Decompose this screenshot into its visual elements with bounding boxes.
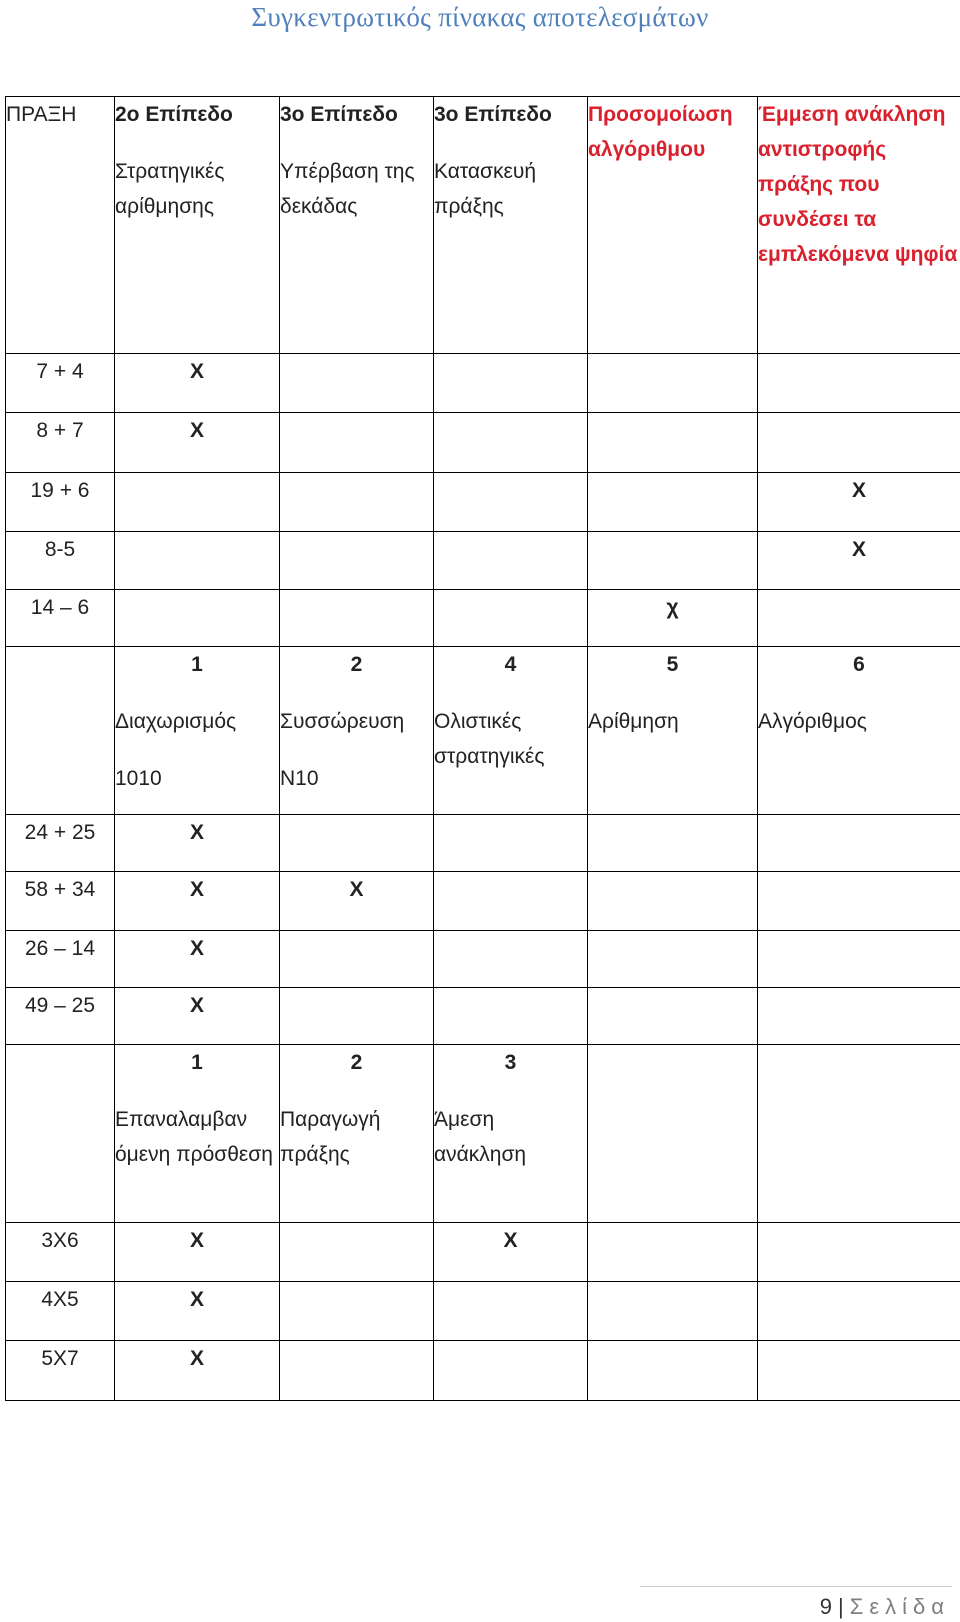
strategy-name: Συσσώρευση [280, 710, 405, 733]
table-header-row [6, 97, 960, 354]
mark-cell: X [115, 988, 280, 1045]
mark-cell: X [434, 1223, 588, 1282]
table-row [6, 590, 960, 647]
col2-level: 3ο Επίπεδο [280, 103, 398, 126]
mark-cell: X [115, 413, 280, 473]
header-col4: Προσομοίωση αλγόριθμου [588, 97, 758, 354]
strategy-cell [280, 1045, 434, 1223]
footer-separator: | [838, 1594, 844, 1619]
strategy-name: Ολιστικές στρατηγικές [434, 710, 545, 768]
col3-level: 3ο Επίπεδο [434, 103, 552, 126]
op-cell: 49 – 25 [6, 988, 115, 1045]
mark-cell: X [115, 354, 280, 413]
op-cell: 7 + 4 [6, 354, 115, 413]
strategy-cell [758, 647, 960, 815]
strategy-cell [280, 647, 434, 815]
mark-cell: X [115, 872, 280, 931]
strategy-number: 5 [666, 653, 679, 676]
mark-cell: X [758, 473, 960, 532]
op-cell: 8 + 7 [6, 413, 115, 473]
op-cell: 5X7 [6, 1341, 115, 1401]
table-row [6, 872, 960, 931]
mark-cell: X [115, 815, 280, 872]
table-row [6, 1341, 960, 1401]
strategy-name: Άμεση ανάκληση [434, 1108, 527, 1166]
table-row [6, 1223, 960, 1282]
table-row [6, 988, 960, 1045]
header-col3 [434, 97, 588, 354]
op-cell: 14 – 6 [6, 590, 115, 647]
strategy-name: Αρίθμηση [588, 710, 679, 733]
table-row [6, 473, 960, 532]
op-cell: 26 – 14 [6, 931, 115, 988]
section-header-row [6, 647, 960, 815]
table-row [6, 1282, 960, 1341]
page-footer [0, 1586, 950, 1622]
col2-name: Υπέρβαση της δεκάδας [280, 160, 415, 218]
header-col5: Έμμεση ανάκληση αντιστροφής πράξης που συνδέσει τα εμπλεκόμενα ψηφία [758, 97, 960, 354]
strategy-number: 6 [853, 653, 865, 676]
strategy-cell [434, 1045, 588, 1223]
page-title: Συγκεντρωτικός πίνακας αποτελεσμάτων [251, 2, 709, 32]
col1-name: Στρατηγικές αρίθμησης [115, 160, 225, 218]
table-row [6, 354, 960, 413]
strategy-cell [588, 647, 758, 815]
op-cell: 19 + 6 [6, 473, 115, 532]
strategy-number: 3 [504, 1051, 517, 1074]
strategy-cell [115, 647, 280, 815]
table-row [6, 815, 960, 872]
header-col2 [280, 97, 434, 354]
col1-level: 2ο Επίπεδο [115, 103, 233, 126]
strategy-cell [434, 647, 588, 815]
mark-cell: X [758, 532, 960, 590]
table-row [6, 413, 960, 473]
header-praxi: ΠΡΑΞΗ [6, 97, 115, 354]
mark-cell: X [115, 931, 280, 988]
section-header-row [6, 1045, 960, 1223]
mark-cell: X [115, 1223, 280, 1282]
strategy-name: Επαναλαμβαν όμενη πρόσθεση [115, 1108, 273, 1166]
op-cell: 4X5 [6, 1282, 115, 1341]
strategy-number: 2 [350, 653, 363, 676]
strategy-name: Αλγόριθμος [758, 710, 867, 733]
col3-name: Κατασκευή πράξης [434, 160, 537, 218]
op-cell: 24 + 25 [6, 815, 115, 872]
strategy-name: Παραγωγή πράξης [280, 1108, 381, 1166]
op-cell: 58 + 34 [6, 872, 115, 931]
table-row [6, 532, 960, 590]
strategy-note: N10 [280, 767, 319, 790]
header-col1 [115, 97, 280, 354]
page-number-label [820, 1594, 950, 1620]
results-table [5, 96, 960, 1401]
strategy-name: Διαχωρισμός [115, 710, 237, 733]
mark-cell: χ [588, 590, 758, 647]
strategy-cell [115, 1045, 280, 1223]
page-word: Σελίδα [849, 1594, 950, 1619]
strategy-number: 2 [350, 1051, 363, 1074]
table-row [6, 931, 960, 988]
strategy-note: 1010 [115, 767, 162, 790]
strategy-number: 1 [191, 1051, 203, 1074]
mark-cell: X [280, 872, 434, 931]
strategy-number: 4 [504, 653, 517, 676]
strategy-number: 1 [191, 653, 203, 676]
footer-divider [640, 1586, 952, 1587]
op-cell: 3X6 [6, 1223, 115, 1282]
op-cell: 8-5 [6, 532, 115, 590]
mark-cell: X [115, 1282, 280, 1341]
mark-cell: X [115, 1341, 280, 1401]
page-number: 9 [819, 1594, 833, 1619]
